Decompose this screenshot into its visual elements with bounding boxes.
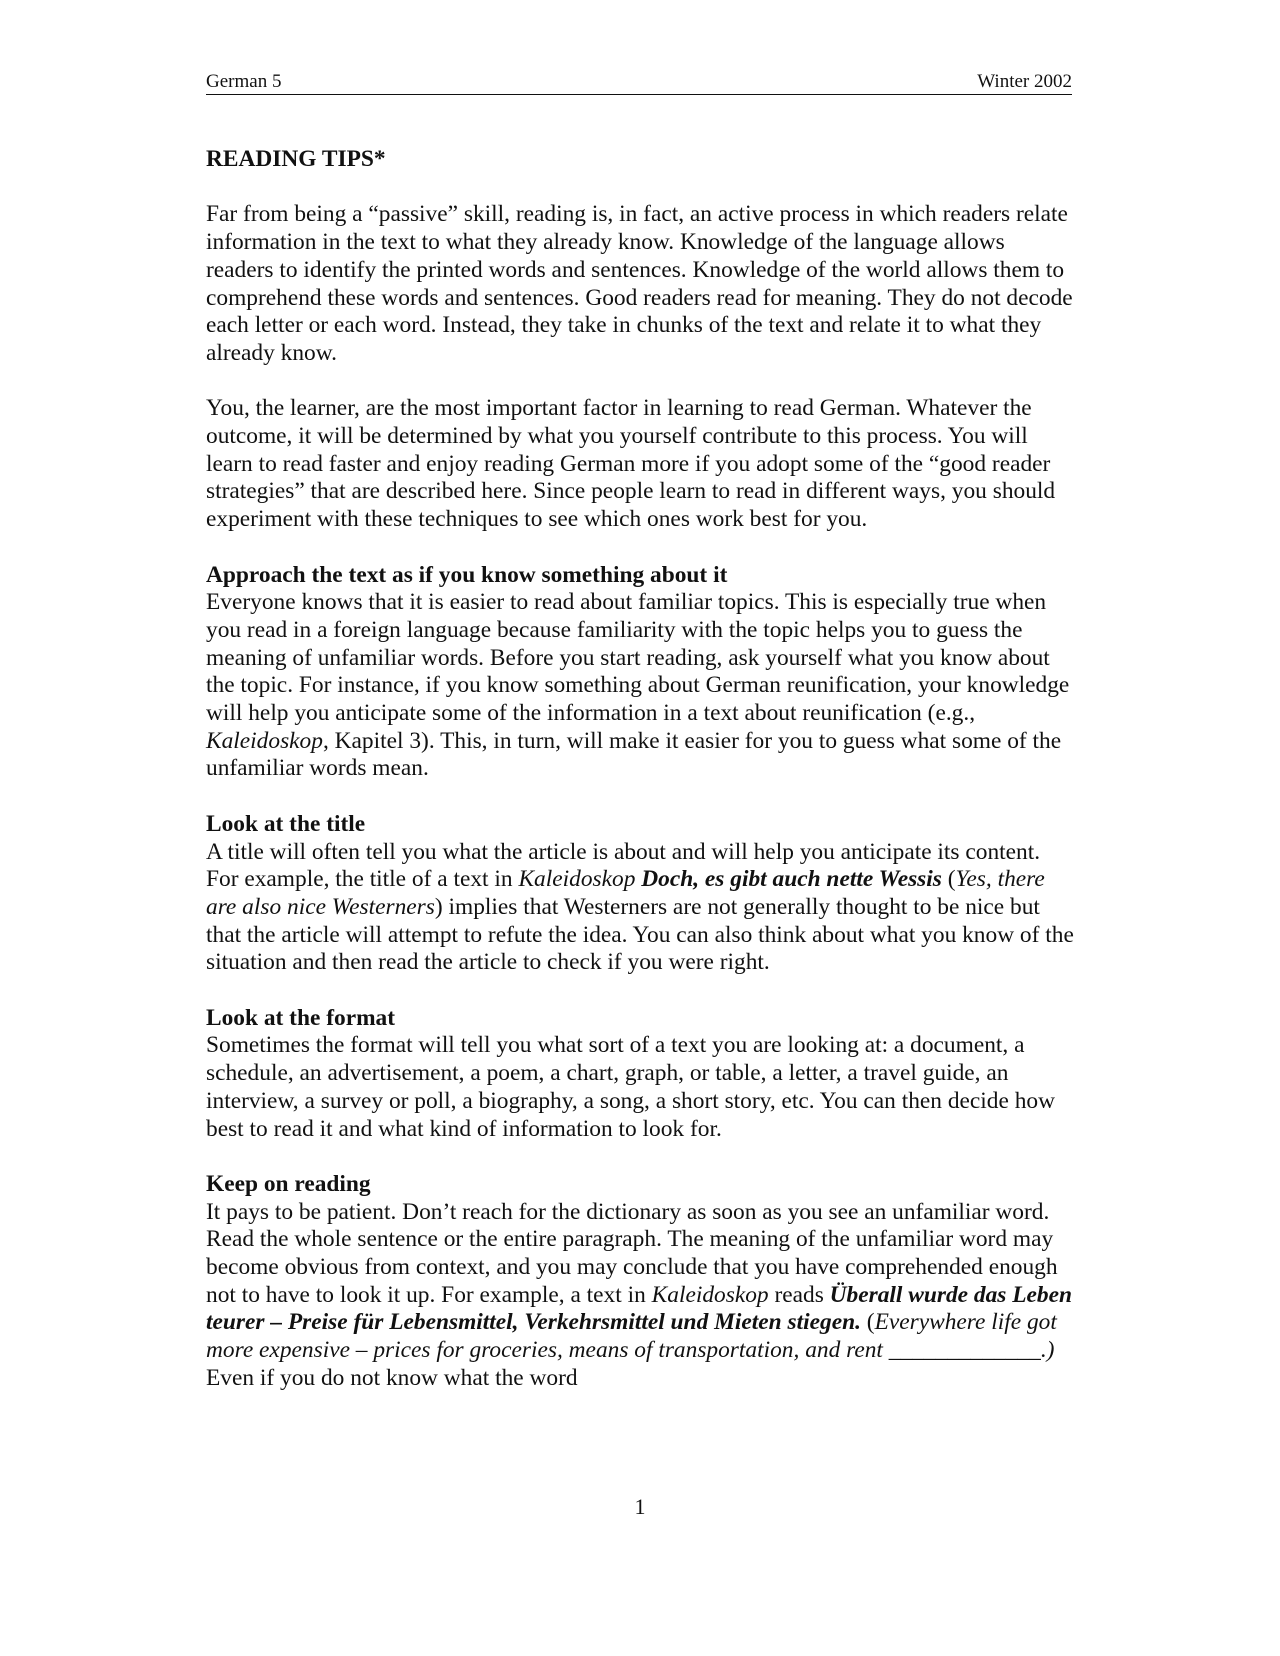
page-title: READING TIPS*: [206, 146, 386, 172]
book-title: Kaleidoskop: [518, 866, 636, 893]
section-title-tip: [206, 811, 1076, 977]
intro-paragraph-2: You, the learner, are the most important factor in learning to read German. Whatever the outcome, it will be determined by what you yourself contribute to this process. You will learn to read faster and enjoy reading German more if you adopt some of the “good reader strategies” that are described here. Since people learn to read in different ways, you should experiment with these techniques to see which ones work best for you.: [206, 395, 1056, 533]
section-text: (: [941, 866, 956, 893]
term-label: Winter 2002: [977, 71, 1072, 92]
book-title: Kaleidoskop: [651, 1281, 769, 1308]
section-text: It pays to be patient. Don’t reach for the dictionary as soon as you see an unfamiliar word. Read the whole sentence or the entire paragraph. The meaning of the unfamiliar word may become obvious from context, and you may conclude that you have comprehended enough not to have to look it up. For example, a text in: [206, 1198, 1058, 1308]
section-text: ) implies that Westerners are not generally thought to be nice but that the article will attempt to refute the idea. You can also think about what you know of the situation and then read the article to check if you were right.: [206, 893, 1074, 976]
english-translation: Yes, there are also nice Westerners: [206, 866, 1045, 920]
section-text: , Kapitel 3). This, in turn, will make it easier for you to guess what some of the unfamiliar words mean.: [206, 727, 1062, 782]
section-heading-keep-reading: Keep on reading: [206, 1170, 371, 1197]
section-approach: [206, 562, 1076, 784]
course-name: German 5: [206, 71, 282, 92]
section-keep-reading: [206, 1171, 1076, 1393]
book-title: Kaleidoskop: [206, 727, 323, 754]
section-text: reads: [768, 1281, 830, 1308]
english-translation: Everywhere life got more expensive – prices for groceries, means of transportation, and rent _____________.): [206, 1309, 1057, 1364]
running-header: [206, 70, 1072, 95]
section-text: Even if you do not know what the word: [206, 1364, 578, 1391]
section-text: A title will often tell you what the article is about and will help you anticipate its content. For example, the title of a text in: [206, 838, 1041, 893]
intro-paragraph-1: Far from being a “passive” skill, reading is, in fact, an active process in which readers relate information in the text to what they already know. Knowledge of the language allows readers to identify the printed words and sentences. Knowledge of the world allows them to comprehend these words and sentences. Good readers read for meaning. They do not decode each letter or each word. Instead, they take in chunks of the text and relate it to what they already know.: [206, 201, 1073, 366]
section-heading-format: Look at the format: [206, 1004, 396, 1031]
document-body: [206, 146, 1076, 1393]
section-text: Sometimes the format will tell you what sort of a text you are looking at: a document, a schedule, an advertisement, a poem, a chart, graph, or table, a letter, a travel guide, an interview, a survey or poll, a biography, a song, a short story, etc. You can then decide how best to read it and what kind of information to look for.: [206, 1032, 1056, 1142]
section-text: Everyone knows that it is easier to read about familiar topics. This is especially true when you read in a foreign language because familiarity with the topic helps you to guess the meaning of unfamiliar words. Before you start reading, ask yourself what you know about the topic. For instance, if you know something about German reunification, your knowledge will help you anticipate some of the information in a text about reunification (e.g.,: [206, 589, 1070, 727]
section-heading-title: Look at the title: [206, 810, 366, 837]
section-heading-approach: Approach the text as if you know something about it: [206, 561, 728, 588]
page-number: 1: [634, 1494, 646, 1519]
section-text: (: [860, 1309, 875, 1336]
section-format: [206, 1005, 1076, 1144]
german-example-sentence: Überall wurde das Leben teurer – Preise für Lebensmittel, Verkehrsmittel und Mieten stiegen.: [206, 1281, 1073, 1336]
german-example-title: Doch, es gibt auch nette Wessis: [635, 866, 942, 893]
